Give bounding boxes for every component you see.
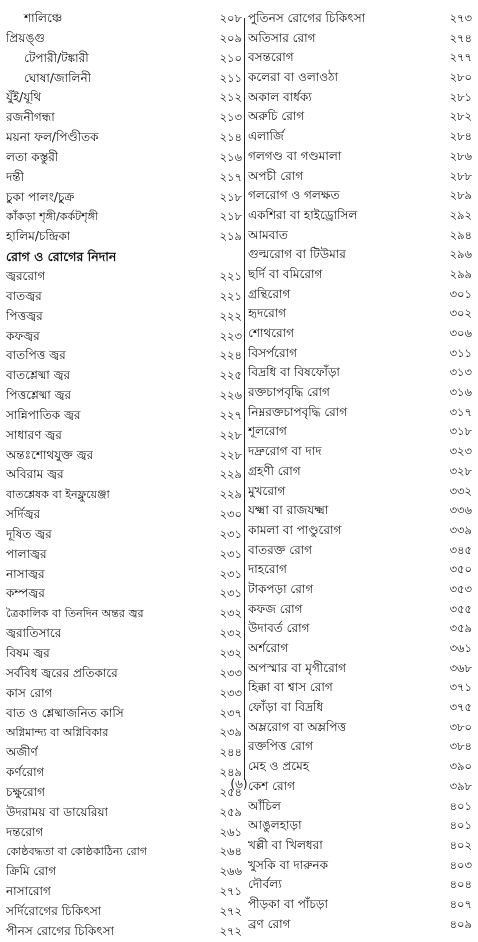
entry-page-number: ২৮৮ [449,168,472,183]
entry-title: মুখরোগ [248,483,286,498]
entry-title: রক্তচাপবৃদ্ধি রোগ [248,385,330,400]
entry-title: ব্রণ রোগ [248,916,291,931]
contents-entry [6,9,242,29]
entry-title: রোগ ও রোগের নিদান [6,249,117,265]
contents-entry [248,757,472,777]
entry-page-number: ২৩৯ [219,725,242,740]
contents-entry [248,462,472,482]
entry-page-number: ২২৮ [219,427,242,442]
entry-title: গ্রহণী রোগ [248,463,301,478]
entry-page-number: ৩১৮ [449,424,472,439]
contents-entry [6,128,242,148]
entry-title: অপচী রোগ [248,168,304,183]
contents-entry [248,265,472,285]
entry-page-number: ৩৫৯ [449,621,472,636]
contents-entry [248,659,472,679]
entry-page-number: ২৩৩ [219,665,242,680]
entry-page-number: ৩৭৫ [449,700,472,715]
contents-entry [248,737,472,757]
entry-page-number: ৪০৩ [449,857,472,872]
entry-title: দন্তরোগ [6,824,44,839]
entry-page-number: ২৩৭ [219,705,242,720]
entry-title: বাতজ্বর [6,288,42,303]
entry-title: ত্রৈকালিক বা তিনদিন অন্তর জ্বর [6,607,144,621]
entry-page-number: ২২১ [219,268,242,283]
entry-page-number: ৩৪৫ [449,542,472,557]
contents-entry [248,107,472,127]
entry-title: সান্নিপাতিক জ্বর [6,407,81,422]
contents-entry [248,678,472,698]
entry-title: অজীর্ণ [6,745,38,760]
contents-entry [248,324,472,344]
entry-page-number: ৩২৮ [449,463,472,478]
entry-title: যুঁই/যূথি [6,90,42,105]
entry-page-number: ২৭৭ [449,50,472,65]
entry-page-number: ২৯৯ [449,266,472,281]
contents-entry [248,580,472,600]
entry-title: বসন্তরোগ [248,50,294,65]
contents-entry [248,895,472,915]
contents-entry [248,501,472,521]
entry-title: কাঁকড়া শৃঙ্গী/কর্কটশৃঙ্গী [6,210,99,224]
entry-page-number: ৩৭১ [449,680,472,695]
entry-page-number: ৩৯৮ [449,778,472,793]
contents-entry [6,624,242,644]
entry-page-number: ২১৭ [219,169,242,184]
entry-page-number: ২১০ [219,50,242,65]
entry-page-number: ২২২ [219,308,242,323]
entry-page-number: ৩১৬ [449,385,472,400]
entry-page-number: ২৯৪ [449,227,472,242]
entry-page-number: ২৩২ [219,646,242,660]
entry-title: অতিসার রোগ [248,30,316,45]
entry-page-number: ২৩১ [219,566,242,581]
entry-page-number: ৩১৩ [449,365,472,380]
entry-page-number: ২৩২ [219,626,242,641]
contents-entry [248,639,472,659]
entry-title: লতা কস্তুরী [6,149,59,164]
contents-entry [6,227,242,247]
entry-page-number: ২৭২ [219,903,242,918]
entry-page-number: ২৪৪ [219,745,242,760]
entry-title: সর্দিজ্বর [6,507,41,522]
entry-page-number: ৪০১ [449,818,472,833]
entry-page-number: ২৮৪ [449,129,472,144]
entry-page-number: ৩৫০ [449,562,472,577]
contents-entry [6,446,242,466]
entry-title: ফোঁড়া বা বিদ্রধি [248,700,324,715]
contents-entry [248,836,472,856]
entry-title: আঙুলহাড়া [248,818,302,833]
entry-page-number: ৩২৩ [449,444,472,459]
column-divider [244,18,245,780]
entry-page-number: ২২৮ [219,447,242,462]
contents-entry [6,803,242,823]
contents-entry [6,882,242,902]
entry-title: বাতপিত্ত জ্বর [6,348,66,363]
entry-page-number: ২৫৪ [219,784,242,799]
entry-page-number: ২৬৪ [219,844,242,859]
contents-entry [6,327,242,347]
contents-entry [6,287,242,307]
contents-entry [6,684,242,704]
entry-page-number: ৩১১ [449,345,472,360]
entry-page-number: ২৬৬ [219,864,242,879]
entry-title: পীড়কা বা পাঁচড়া [248,896,328,911]
entry-page-number: ৪০১ [449,798,472,813]
entry-page-number: ২১৮ [219,209,242,224]
entry-title: চুকা পালং/চুক্র [6,189,75,204]
contents-entry [248,560,472,580]
entry-title: মেহ ও প্রমেহ [248,759,310,774]
contents-entry [248,442,472,462]
entry-title: বাতশ্লেষক বা ইনফ্লুয়েঞ্জা [6,488,110,502]
entry-title: শালিঞ্চে [24,11,63,25]
contents-entry [6,108,242,128]
entry-title: উদরাময় বা ডায়েরিয়া [6,804,109,819]
contents-entry [6,644,242,664]
contents-entry [248,48,472,68]
entry-title: শোথরোগ [248,326,294,340]
entry-title: প্রিয়ঙ্গু [6,30,45,45]
entry-title: কর্ণরোগ [6,765,45,780]
contents-entry [6,188,242,208]
entry-title: বিষম জ্বর [6,646,50,660]
entry-page-number: ২১৪ [219,130,242,145]
entry-title: পীনস রোগের চিকিৎসা [6,923,115,938]
contents-entry [6,704,242,724]
entry-page-number: ৩৮০ [449,719,472,734]
contents-entry [248,186,472,206]
contents-entry [6,465,242,485]
entry-title: পালাজ্বর [6,546,47,561]
contents-entry [248,915,472,935]
entry-title: ক্রিমি রোগ [6,864,57,879]
entry-title: গুল্মরোগ বা টিউমার [248,247,346,262]
entry-title: জ্বররোগ [6,268,46,283]
entry-title: একশিরা বা হাইড্রোসিল [248,207,358,222]
entry-page-number: ৪০২ [449,837,472,852]
contents-entry [6,406,242,426]
entry-title: রক্তপিত্ত রোগ [248,739,314,754]
entry-title: বিদ্রধি বা বিষফোঁড়া [248,365,340,380]
entry-title: নাসারোগ [6,884,51,899]
entry-title: অর্শরোগ [248,641,289,655]
entry-title: নিম্নরক্তচাপবৃদ্ধি রোগ [248,404,348,419]
entry-page-number: ২১৯ [219,229,242,244]
contents-entry [248,383,472,403]
entry-title: শূলরোগ [248,424,287,439]
contents-entry [6,148,242,168]
entry-title: কফজ্বর [6,328,40,343]
entry-page-number: ২১৬ [219,149,242,164]
entry-page-number: ২৩১ [219,526,242,541]
entry-page-number: ৩৫৩ [449,581,472,596]
entry-page-number: ২৮২ [449,109,472,124]
entry-title: অপস্মার বা মৃগীরোগ [248,660,347,675]
entry-page-number: ২২৭ [219,407,242,422]
entry-page-number: ২২৫ [219,368,242,383]
contents-entry [6,49,242,69]
contents-entry [248,9,472,29]
entry-page-number: ২৩১ [219,546,242,561]
entry-title: গলরোগ ও গলক্ষত [248,188,340,203]
contents-entry [248,88,472,108]
contents-entry [248,875,472,895]
contents-entry [6,207,242,227]
contents-entry [6,584,242,604]
entry-title: অকাল বার্ধক্য [248,89,312,104]
entry-page-number: ৩৬১ [449,641,472,655]
entry-page-number: ৩০২ [449,306,472,321]
entry-page-number: ২৮৬ [449,148,472,163]
entry-title: দন্তী [6,169,25,184]
contents-entry [248,68,472,88]
entry-page-number: ২৯৬ [449,247,472,262]
entry-page-number: ২৭৪ [449,30,472,45]
contents-entry [6,267,242,287]
entry-page-number: ৩০১ [449,286,472,301]
contents-entry [248,206,472,226]
contents-entry [248,600,472,620]
entry-title: বাতরক্ত রোগ [248,542,313,557]
contents-entry [248,403,472,423]
entry-title: কোষ্ঠবদ্ধতা বা কোষ্ঠকাঠিন্য রোগ [6,845,148,859]
contents-entry [248,29,472,49]
contents-entry [6,88,242,108]
entry-page-number: ২৯২ [449,207,472,222]
entry-title: অন্তঃশোথযুক্ত জ্বর [6,447,94,462]
contents-entry [6,743,242,763]
contents-entry [248,304,472,324]
entry-page-number: ২৬১ [219,824,242,839]
entry-page-number: ২০৮ [219,11,242,25]
entry-title: সর্দিরোগের চিকিৎসা [6,903,102,918]
entry-title: পুতিনস রোগের চিকিৎসা [248,11,366,25]
entry-page-number: ৩৬৮ [449,660,472,675]
entry-title: খুসকি বা দারুনক [248,857,328,872]
contents-entry [248,482,472,502]
entry-page-number: ৩৩২ [449,483,472,498]
entry-title: পিত্তশ্লেষ্মা জ্বর [6,388,72,403]
contents-entry [6,922,242,942]
contents-entry [248,541,472,561]
entry-page-number: ৩৫৫ [449,601,472,616]
contents-entry [248,344,472,364]
entry-title: সর্ববিধ জ্বরের প্রতিকারে [6,665,118,680]
entry-title: কামলা বা পাণ্ডুরোগ [248,522,342,537]
contents-entry [6,168,242,188]
entry-title: খল্লী বা খিলধরা [248,837,323,852]
entry-title: হিক্কা বা শ্বাস রোগ [248,680,333,695]
entry-page-number: ৪০৯ [449,916,472,931]
entry-title: ঘোষা/জালিনী [24,70,92,85]
entry-title: কফজ রোগ [248,601,303,616]
entry-title: বাত ও শ্লেষ্মাজনিত কাসি [6,705,124,720]
contents-entry [248,718,472,738]
entry-page-number: ২৩১ [219,586,242,601]
entry-title: যক্ষ্মা বা রাজযক্ষ্মা [248,503,329,518]
contents-entry [248,422,472,442]
entry-page-number: ২১২ [219,90,242,105]
entry-title: দদ্রুরোগ বা দাদ [248,444,322,459]
entry-page-number: ৩১৭ [449,404,472,419]
entry-title: সাধারণ জ্বর [6,427,62,442]
entry-title: টেপারী/টঙ্কারী [24,50,89,65]
contents-entry [6,69,242,89]
contents-entry [6,545,242,565]
entry-title: হৃদরোগ [248,306,287,321]
entry-page-number: ৩০৬ [449,326,472,340]
contents-entry [6,664,242,684]
entry-title: অরুচি রোগ [248,109,305,124]
entry-page-number: ২৩২ [219,606,242,621]
entry-page-number: ২২৯ [219,467,242,482]
contents-entry [248,226,472,246]
entry-title: ময়না ফল/পিণ্ডীতক [6,130,99,145]
entry-title: কাস রোগ [6,685,53,700]
contents-entry [248,363,472,383]
entry-page-number: ২৭৩ [449,11,472,25]
entry-page-number: ২১৩ [219,110,242,125]
contents-entry [248,619,472,639]
contents-entry [6,842,242,862]
entry-title: বিসর্পরোগ [248,345,297,360]
contents-entry [6,426,242,446]
contents-entry [248,167,472,187]
entry-page-number: ২২১ [219,288,242,303]
entry-title: হালিম/চন্দ্রিকা [6,229,71,244]
entry-page-number: ২৮১ [449,89,472,104]
entry-title: উদাবর্ত রোগ [248,621,310,636]
contents-entry [6,862,242,882]
contents-entry [248,245,472,265]
entry-title: দৌর্বল্য [248,877,282,892]
entry-page-number: ২৮০ [449,70,472,85]
contents-entry [248,521,472,541]
contents-entry [248,698,472,718]
entry-page-number: ৪০৪ [449,877,472,892]
entry-page-number: ২০৯ [219,30,242,45]
entry-title: জ্বরাতিসারে [6,626,62,641]
contents-entry [248,147,472,167]
entry-title: আমবাত [248,227,288,242]
contents-entry [248,127,472,147]
entry-title: নাসাজ্বর [6,566,45,581]
entry-title: কেশ রোগ [248,778,295,793]
entry-page-number: ৩৩৯ [449,522,472,537]
entry-title: পিত্তজ্বর [6,308,43,323]
entry-page-number: ৪০৭ [449,896,472,911]
entry-title: আঁচিল [248,798,281,813]
entry-page-number: ৩৮৪ [449,739,472,754]
entry-title: রজনীগন্ধা [6,110,55,125]
contents-entry [6,307,242,327]
entry-page-number: ২১৮ [219,189,242,204]
entry-page-number: ২৪৯ [219,765,242,780]
contents-entry [6,565,242,585]
contents-entry [6,723,242,743]
entry-page-number: ২৭২ [219,923,242,938]
contents-entry [248,816,472,836]
entry-title: এলার্জি [248,129,284,144]
entry-page-number: ২২৪ [219,348,242,363]
entry-page-number: ২৮৯ [449,188,472,203]
entry-title: গ্রন্থিরোগ [248,286,291,301]
entry-page-number: ৩৯০ [449,759,472,774]
contents-entry [248,285,472,305]
entry-title: টাকপড়া রোগ [248,581,314,596]
contents-entry [6,247,242,267]
entry-title: দাহরোগ [248,562,287,577]
entry-title: গলগণ্ড বা গণ্ডমালা [248,148,342,163]
entry-title: অগ্নিমান্দ্য বা অগ্নিবিকার [6,726,109,740]
contents-entry [6,604,242,624]
entry-title: ছর্দি বা বমিরোগ [248,266,323,281]
entry-page-number: ২১১ [219,70,242,85]
entry-title: কম্পজ্বর [6,586,45,601]
contents-entry [6,823,242,843]
entry-title: অবিরাম জ্বর [6,467,64,482]
entry-title: বাতশ্লেষ্মা জ্বর [6,368,71,383]
contents-entry [6,366,242,386]
entry-page-number: ২২৬ [219,388,242,403]
entry-page-number: ২৩৩ [219,685,242,700]
page-number: (৬) [230,777,248,791]
entry-page-number: ২৭১ [219,884,242,899]
entry-title: চক্ষুরোগ [6,784,45,799]
contents-entry [6,386,242,406]
contents-entry [6,505,242,525]
contents-entry [6,902,242,922]
contents-left-column [6,9,242,942]
entry-page-number: ২২৯ [219,487,242,502]
entry-page-number: ২৫৯ [219,804,242,819]
contents-entry [248,856,472,876]
entry-page-number: ২৩০ [219,507,242,522]
entry-title: কলেরা বা ওলাওঠা [248,70,339,85]
entry-title: দূষিত জ্বর [6,526,52,541]
contents-entry [248,797,472,817]
contents-entry [6,485,242,505]
entry-page-number: ৩৩৬ [449,503,472,518]
contents-entry [6,29,242,49]
entry-title: অম্লরোগ বা অম্লপিত্ত [248,719,347,734]
contents-entry [6,525,242,545]
contents-entry [6,346,242,366]
entry-page-number: ২২৩ [219,328,242,343]
